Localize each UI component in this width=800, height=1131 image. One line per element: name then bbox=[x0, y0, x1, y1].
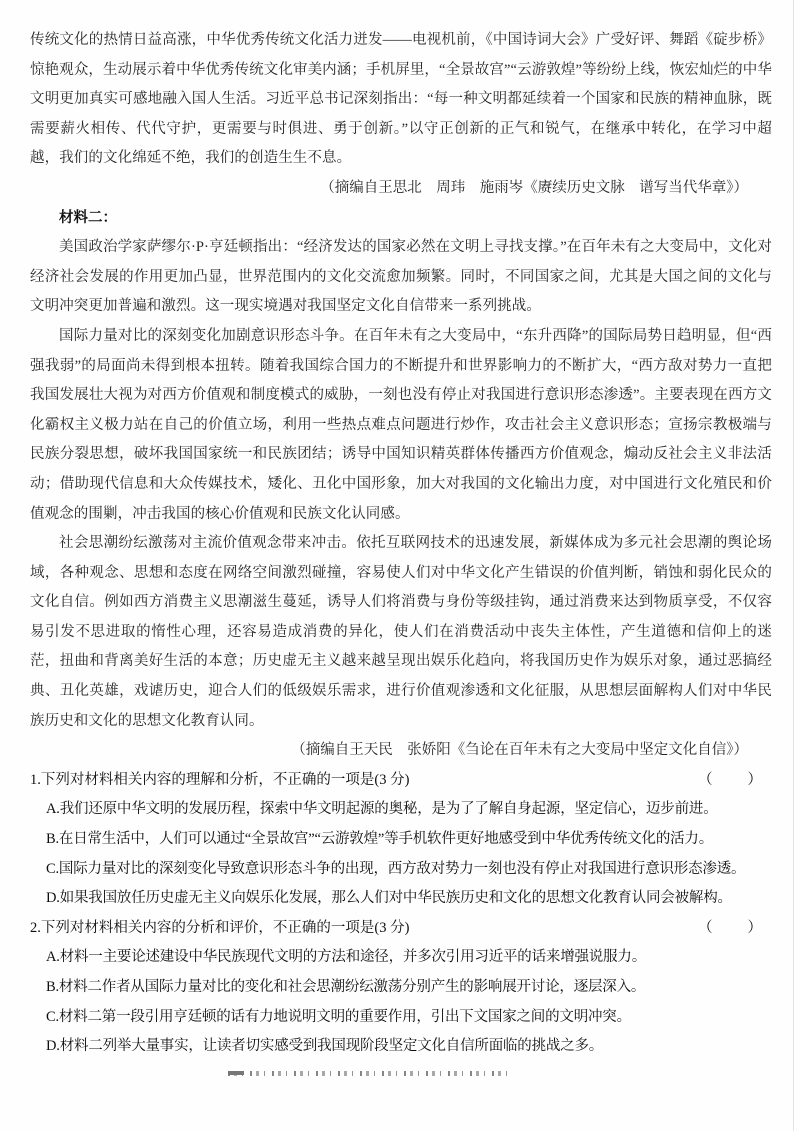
question-2 bbox=[30, 914, 772, 1062]
material2-paragraph-1: 美国政治学家萨缪尔·P·亨廷顿指出：“经济发达的国家必然在文明上寻找支撑。”在百年未有之大变局中，文化对经济社会发展的作用更加凸显，世界范围内的文化交流愈加频繁。同时，不同国家之间，尤其是大国之间的文化与文明冲突更加普遍和激烈。这一现实境遇对我国坚定文化自信带来一系列挑战。 bbox=[30, 239, 772, 315]
question-1-answer-bracket: （ ） bbox=[698, 771, 764, 788]
scan-edge-artifact bbox=[793, 0, 794, 1131]
question-1 bbox=[30, 766, 772, 914]
question-1-option-d: D.如果我国放任历史虚无主义向娱乐化发展，那么人们对中华民族历史和文化的思想文化教育认同会被解构。 bbox=[46, 890, 732, 907]
question-2-option-b: B.材料二作者从国际力量对比的变化和社会思潮纷纭激荡分别产生的影响展开讨论，逐层深入。 bbox=[46, 979, 646, 995]
material2-paragraph-2: 国际力量对比的深刻变化加剧意识形态斗争。在百年未有之大变局中，“东升西降”的国际局势日趋明显，但“西强我弱”的局面尚未得到根本扭转。随着我国综合国力的不断提升和世界影响力的不断扩大，“西方敌对势力一直把我国发展壮大视为对西方价值观和制度模式的威胁，一刻也没有停止对我国进行意识形态渗透”。主要表现在西方文化霸权主义极力站在自己的价值立场，利用一些热点难点问题进行炒作，攻击社会主义意识形态；宣扬宗教极端与民族分裂思想，破坏我国国家统一和民族团结；诱导中国知识精英群体传播西方价值观念，煽动反社会主义非法活动；借助现代信息和大众传媒技术，矮化、丑化中国形象，加大对我国的文化输出力度，对中国进行文化殖民和价值观念的围剿，冲击我国的核心价值观和民族文化认同感。 bbox=[30, 327, 772, 522]
footer-clipped-page-number-fragment bbox=[228, 1071, 514, 1076]
question-2-option-a: A.材料一主要论述建设中华民族现代文明的方法和途径，并多次引用习近平的话来增强说服力。 bbox=[46, 949, 646, 966]
material1-continuation-paragraph: 传统文化的热情日益高涨，中华优秀传统文化活力迸发——电视机前，《中国诗词大会》广受好评、舞蹈《碇步桥》惊艳观众，生动展示着中华优秀传统文化审美内涵；手机屏里，“全景故宫”“云游敦煌”等纷纷上线，恢宏灿烂的中华文明更加真实可感地融入国人生活。习近平总书记深刻指出：“每一种文明都延续着一个国家和民族的精神血脉，既需要薪火相传、代代守护，更需要与时俱进、勇于创新。”以守正创新的正气和锐气，在继承中转化，在学习中超越，我们的文化绵延不绝，我们的创造生生不息。 bbox=[30, 32, 772, 167]
question-1-option-b: B.在日常生活中，人们可以通过“全景故宫”“云游敦煌”等手机软件更好地感受到中华优秀传统文化的活力。 bbox=[46, 831, 714, 848]
question-1-stem: 1.下列对材料相关内容的理解和分析，不正确的一项是(3 分) bbox=[30, 771, 410, 788]
material1-attribution: （摘编自王思北 周玮 施雨岑《赓续历史文脉 谱写当代华章》） bbox=[320, 179, 748, 196]
question-1-option-c: C.国际力量对比的深刻变化导致意识形态斗争的出现，西方敌对势力一刻也没有停止对我国进行意识形态渗透。 bbox=[46, 860, 746, 877]
question-2-stem-row bbox=[30, 914, 772, 944]
question-2-answer-bracket: （ ） bbox=[698, 919, 764, 936]
material2-attribution: （摘编自王天民 张娇阳《刍论在百年未有之大变局中坚定文化自信》） bbox=[291, 742, 748, 759]
question-2-option-c: C.材料二第一段引用亨廷顿的话有力地说明文明的重要作用，引出下文国家之间的文明冲突。 bbox=[46, 1008, 631, 1025]
question-1-stem-row bbox=[30, 766, 772, 796]
material2-paragraph-3: 社会思潮纷纭激荡对主流价值观念带来冲击。依托互联网技术的迅速发展，新媒体成为多元社会思潮的舆论场域，各种观念、思想和态度在网络空间激烈碰撞，容易使人们对中华文化产生错误的价值判断，销蚀和弱化民众的文化自信。例如西方消费主义思潮滋生蔓延，诱导人们将消费与身份等级挂钩，通过消费来达到物质享受，不仅容易引发不思进取的惰性心理，还容易造成消费的异化，使人们在消费活动中丧失主体性，产生道德和信仰上的迷茫，扭曲和背离美好生活的本意；历史虚无主义越来越呈现出娱乐化趋向，将我国历史作为娱乐对象，通过恶搞经典、丑化英雄，戏谑历史，迎合人们的低级娱乐需求，进行价值观渗透和文化征服，从思想层面解构人们对中华民族历史和文化的思想文化教育认同。 bbox=[30, 535, 772, 729]
question-2-stem: 2.下列对材料相关内容的分析和评价，不正确的一项是(3 分) bbox=[30, 919, 410, 936]
question-2-option-d: D.材料二列举大量事实，让读者切实感受到我国现阶段坚定文化自信所面临的挑战之多。 bbox=[46, 1038, 604, 1055]
question-1-option-a: A.我们还原中华文明的发展历程，探索中华文明起源的奥秘，是为了了解自身起源，坚定信心，迈步前进。 bbox=[46, 801, 718, 818]
material2-heading: 材料二： bbox=[59, 209, 117, 226]
